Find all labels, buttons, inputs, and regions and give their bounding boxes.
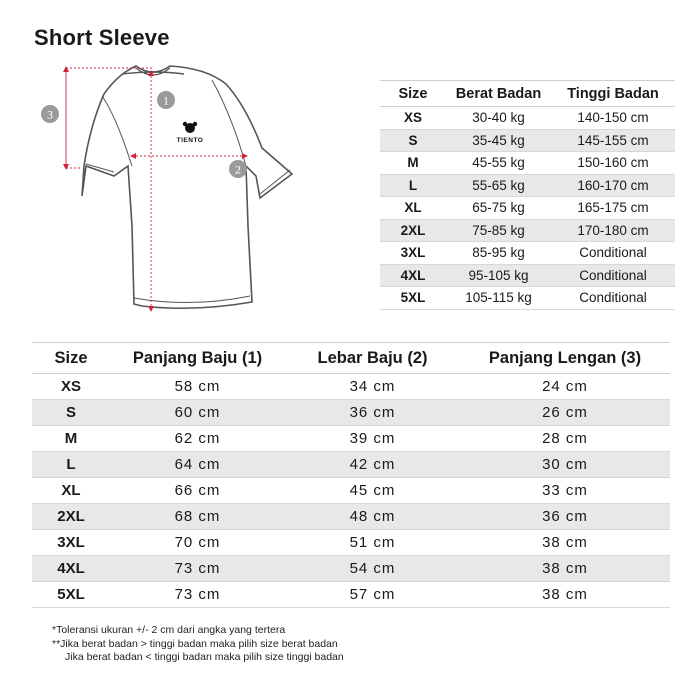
svg-text:3: 3 — [47, 107, 53, 122]
footnote-weight-rule: **Jika berat badan > tinggi badan maka pilih size berat badan — [52, 637, 338, 650]
table-row: 2XL 68 cm 48 cm 36 cm — [32, 504, 670, 530]
header-width: Lebar Baju (2) — [285, 343, 460, 374]
table-row: XL 65-75 kg 165-175 cm — [380, 197, 675, 220]
page-title: Short Sleeve — [34, 25, 170, 50]
garment-table-header — [32, 343, 670, 374]
marker-2 — [229, 160, 247, 178]
header-length: Panjang Baju (1) — [110, 343, 285, 374]
marker-1 — [157, 91, 175, 109]
tshirt-measurement-figure — [36, 56, 336, 320]
header-weight: Berat Badan — [446, 81, 551, 107]
table-row: L 55-65 kg 160-170 cm — [380, 174, 675, 197]
header-size: Size — [380, 81, 446, 107]
tshirt-outline-icon — [82, 66, 292, 308]
brand-logo-text: TIENTO — [176, 137, 204, 144]
footnote-tolerance: *Toleransi ukuran +/- 2 cm dari angka yang tertera — [52, 624, 286, 636]
header-height: Tinggi Badan — [551, 81, 675, 107]
table-row: M 62 cm 39 cm 28 cm — [32, 426, 670, 452]
table-row: 4XL 73 cm 54 cm 38 cm — [32, 556, 670, 582]
table-row: 5XL 105-115 kg Conditional — [380, 287, 675, 310]
table-row: 3XL 70 cm 51 cm 38 cm — [32, 530, 670, 556]
table-row: 5XL 73 cm 57 cm 38 cm — [32, 582, 670, 608]
footnotes — [52, 624, 344, 665]
table-row: XS 58 cm 34 cm 24 cm — [32, 374, 670, 400]
table-row: 2XL 75-85 kg 170-180 cm — [380, 219, 675, 242]
table-row: XS 30-40 kg 140-150 cm — [380, 107, 675, 130]
header-sleeve: Panjang Lengan (3) — [460, 343, 670, 374]
table-row: XL 66 cm 45 cm 33 cm — [32, 478, 670, 504]
table-row: 3XL 85-95 kg Conditional — [380, 242, 675, 265]
table-row: M 45-55 kg 150-160 cm — [380, 152, 675, 175]
marker-3 — [41, 105, 59, 123]
svg-text:2: 2 — [235, 162, 241, 177]
table-row: S 35-45 kg 145-155 cm — [380, 129, 675, 152]
body-table-header — [380, 81, 675, 107]
body-size-table — [380, 80, 675, 310]
table-row: S 60 cm 36 cm 26 cm — [32, 400, 670, 426]
footnote-height-rule: Jika berat badan < tinggi badan maka pilih size tinggi badan — [65, 651, 344, 663]
table-row: 4XL 95-105 kg Conditional — [380, 264, 675, 287]
garment-size-table — [32, 342, 670, 608]
svg-text:1: 1 — [163, 93, 169, 108]
table-row: L 64 cm 42 cm 30 cm — [32, 452, 670, 478]
header-size: Size — [32, 343, 110, 374]
